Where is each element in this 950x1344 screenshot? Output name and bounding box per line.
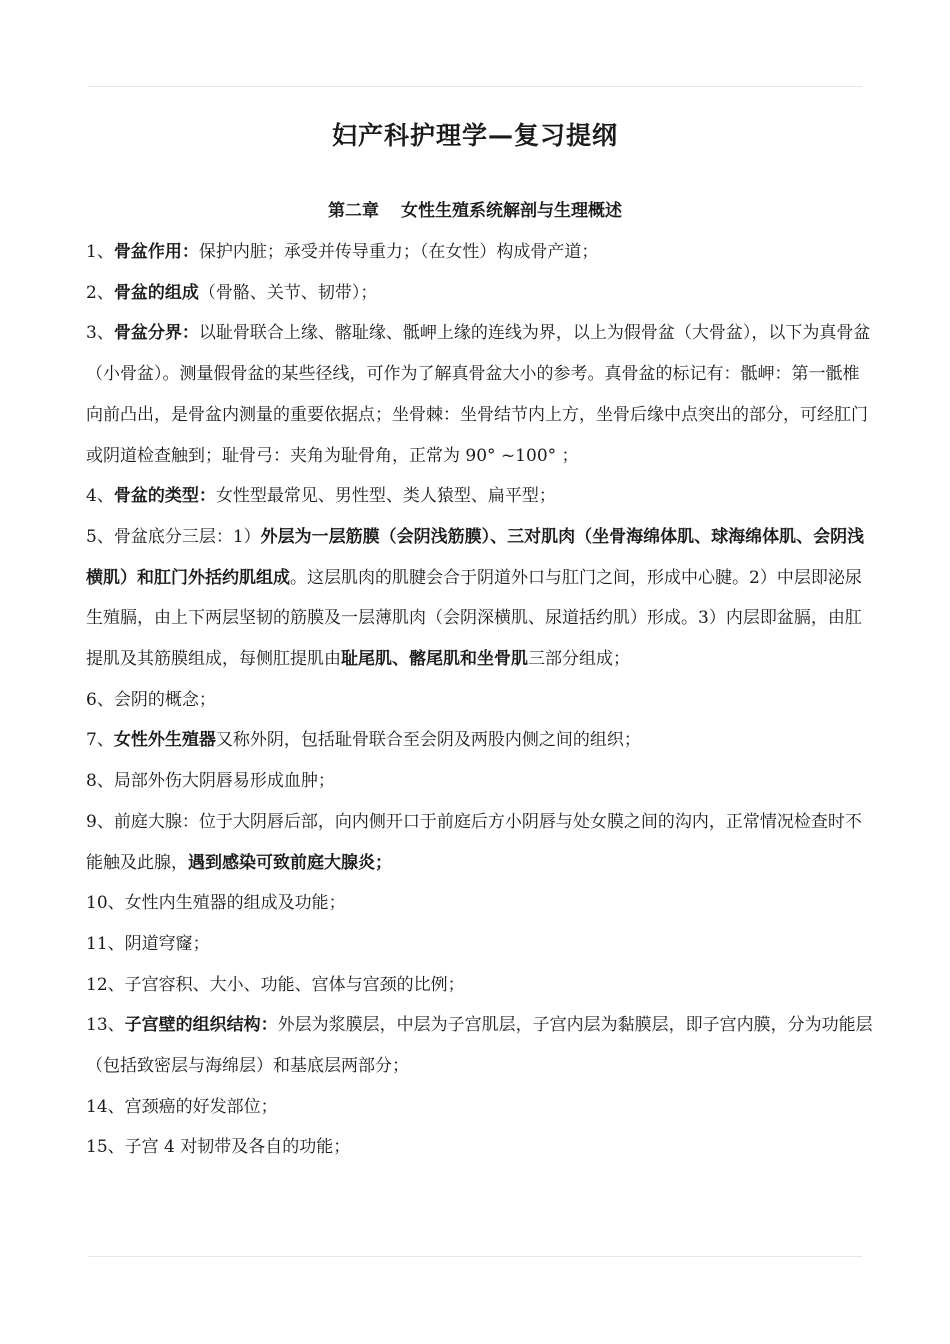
footer-rule xyxy=(88,1256,862,1257)
outline-item: 15、子宫 4 对韧带及各自的功能； xyxy=(86,1137,351,1158)
outline-item: 3、骨盆分界：以耻骨联合上缘、髂耻缘、骶岬上缘的连线为界，以上为假骨盆（大骨盆），以下为真骨盆（小骨盆）。测量假骨盆的某些径线，可作为了解真骨盆大小的参考。真骨盆的标记有：骶岬：第一骶椎向前凸出，是骨盆内测量的重要依据点；坐骨棘：坐骨结节内上方，坐骨后缘中点突出的部分，可经肛门或阴道检查触到；耻骨弓：夹角为耻骨角，正常为 90° ~100° ； xyxy=(86,323,871,466)
outline-item: 8、局部外伤大阴唇易形成血肿； xyxy=(86,771,335,792)
outline-list xyxy=(86,232,876,1168)
outline-item: 12、子宫容积、大小、功能、宫体与宫颈的比例； xyxy=(86,974,465,995)
outline-item: 10、女性内生殖器的组成及功能； xyxy=(86,893,346,914)
outline-item: 13、子宫壁的组织结构：外层为浆膜层，中层为子宫肌层，子宫内层为黏膜层，即子宫内膜，分为功能层（包括致密层与海绵层）和基底层两部分； xyxy=(86,1015,873,1077)
outline-item: 7、女性外生殖器又称外阴，包括耻骨联合至会阴及两股内侧之间的组织； xyxy=(86,730,641,751)
chapter-heading xyxy=(0,196,950,221)
outline-item: 14、宫颈癌的好发部位； xyxy=(86,1096,278,1117)
outline-item: 6、会阴的概念； xyxy=(86,689,216,710)
page-title: 妇产科护理学—复习提纲 xyxy=(331,121,618,150)
outline-item: 4、骨盆的类型：女性型最常见、男性型、类人猿型、扁平型； xyxy=(86,486,556,507)
outline-item: 11、阴道穹窿； xyxy=(86,933,210,954)
chapter-label: 第二章 xyxy=(328,201,379,221)
chapter-name: 女性生殖系统解剖与生理概述 xyxy=(401,201,622,221)
outline-item: 9、前庭大腺：位于大阴唇后部，向内侧开口于前庭后方小阴唇与处女膜之间的沟内，正常情况检查时不能触及此腺，遇到感染可致前庭大腺炎； xyxy=(86,811,862,873)
header-rule xyxy=(88,86,862,87)
outline-item: 1、骨盆作用：保护内脏；承受并传导重力；（在女性）构成骨产道； xyxy=(86,242,599,262)
outline-item: 5、骨盆底分三层：1）外层为一层筋膜（会阴浅筋膜）、三对肌肉（坐骨海绵体肌、球海绵体肌、会阴浅横肌）和肛门外括约肌组成。这层肌肉的肌腱会合于阴道外口与肛门之间，形成中心腱。2）中层即泌尿生殖膈，由上下两层坚韧的筋膜及一层薄肌肉（会阴深横肌、尿道括约肌）形成。3）内层即盆膈，由肛提肌及其筋膜组成，每侧肛提肌由耻尾肌、髂尾肌和坐骨肌三部分组成； xyxy=(86,526,865,670)
outline-item: 2、骨盆的组成（骨骼、关节、韧带）； xyxy=(86,282,378,303)
